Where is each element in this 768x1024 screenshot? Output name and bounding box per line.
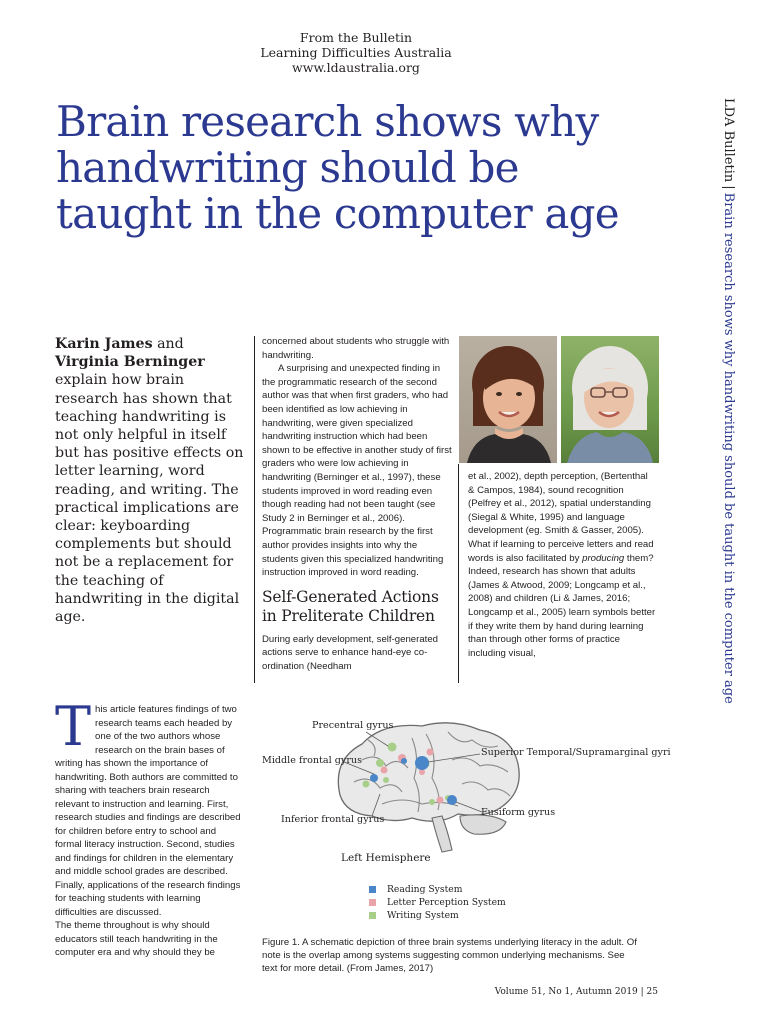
headline-line-2: handwriting should be <box>56 143 519 192</box>
author-1: Karin James <box>55 336 153 352</box>
col3-emphasis: producing <box>582 552 625 564</box>
label-superior-temporal-gyri: Superior Temporal/Supramarginal gyri <box>481 747 671 758</box>
source-line-1: From the Bulletin <box>299 30 413 45</box>
label-precentral-gyrus: Precentral gyrus <box>312 720 394 731</box>
column-divider <box>254 336 255 683</box>
portrait-1-graphic <box>459 336 557 463</box>
standfirst <box>55 335 250 626</box>
article-headline <box>56 99 676 237</box>
running-header-title: Brain research shows why handwriting should be taught in the computer age <box>721 192 736 704</box>
legend-writing-system: Writing System <box>387 910 459 921</box>
intro-text-2: The theme throughout is why should educators still teach handwriting in the computer era and why should they be <box>55 920 218 958</box>
source-url[interactable]: www.ldaustralia.org <box>292 60 420 75</box>
label-middle-frontal-gyrus: Middle frontal gyrus <box>262 755 363 766</box>
col2-paragraph-1: concerned about students who struggle with handwriting. <box>262 336 450 361</box>
source-line-2: Learning Difficulties Australia <box>260 45 452 60</box>
running-header <box>715 98 741 704</box>
body-column-2 <box>262 335 454 673</box>
intro-block <box>55 695 245 960</box>
legend-letter-perception-system: Letter Perception System <box>387 897 506 908</box>
author-2: Virginia Berninger <box>55 354 205 371</box>
brain-figure <box>262 700 671 932</box>
intro-text: his article features findings of two research teams each headed by one of the two authors whose research on the brain bases of writing has shown the importance of handwriting. Both authors are committed to sharing with teachers brain research relevant to instruction and learning. First, research studies and findings are described for children before entry to school and formal literacy instruction. Second, studies and findings for children in the elementary and middle school grades are described. Finally, applications of the research findings for teaching students with learning difficulties are discussed. <box>55 704 241 918</box>
drop-cap: T <box>55 695 92 758</box>
section-heading: Self-Generated Actions in Preliterate Children <box>262 587 439 625</box>
legend-swatch-writing <box>369 912 376 919</box>
headline-line-1: Brain research shows why <box>56 97 599 146</box>
label-inferior-frontal-gyrus: Inferior frontal gyrus <box>281 814 385 825</box>
legend-reading-system: Reading System <box>387 884 463 895</box>
running-header-brand: LDA Bulletin <box>721 98 736 183</box>
standfirst-and: and <box>152 336 184 352</box>
column-divider-2 <box>458 464 459 683</box>
author-photo-virginia-berninger <box>561 336 659 463</box>
portrait-2-graphic <box>561 336 659 463</box>
standfirst-text: explain how brain research has shown that teaching handwriting is not only helpful in itself but has positive effects on letter learning, word reading, and writing. The practical implications are clear: keyboarding complements but should not be a replacement for the teaching of handwriting in the digital age. <box>55 372 244 626</box>
author-photo-karin-james <box>459 336 557 463</box>
legend-swatch-reading <box>369 886 376 893</box>
col2-paragraph-2: A surprising and unexpected finding in the programmatic research of the second author was that when first graders, who had been identified as low achieving in handwriting, were given specialized handwriting instruction which had been shown to be effective in another study of first graders who were low achieving in handwriting (Berninger et al., 1997), these students improved in word reading even though reading had not been taught (see Study 2 in Berninger et al., 2006). Programmatic brain research by the first author provides insights into why the students given this specialized handwriting instruction improved in word reading. <box>262 363 452 579</box>
running-header-separator: | <box>721 185 736 190</box>
col3-text-before: et al., 2002), depth perception, (Bertenthal & Campos, 1984), sound recognition (Pelfrey et al., 2012), spatial understanding (Siegal & White, 1995) and language development (eg. Smith & Gasser, 2005). What if learning to perceive letters and read words is also facilitated by <box>468 471 654 564</box>
label-left-hemisphere: Left Hemisphere <box>341 852 431 864</box>
legend-swatch-letter-perception <box>369 899 376 906</box>
col3-text-after: them? Indeed, research has shown that adults (James & Atwood, 2009; Longcamp et al., 2008) and children (Li & James, 2016; Longcamp et al., 2005) learn symbols better if they write them by hand during learning than through other forms of practice including visual, <box>468 552 656 659</box>
figure-caption: Figure 1. A schematic depiction of three brain systems underlying literacy in the adult. Of note is the overlap among systems suggesting common underlying mechanisms. See text for more detail. (From James, 2017) <box>262 937 637 974</box>
source-block <box>0 30 712 75</box>
body-column-3 <box>468 470 656 660</box>
headline-line-3: taught in the computer age <box>56 189 619 238</box>
page-footer: Volume 51, No 1, Autumn 2019 | 25 <box>494 987 658 997</box>
brainstem <box>432 816 452 852</box>
label-fusiform-gyrus: Fusiform gyrus <box>481 807 556 818</box>
col2-paragraph-3: During early development, self-generated actions serve to enhance hand-eye co-ordination (Needham <box>262 633 438 672</box>
